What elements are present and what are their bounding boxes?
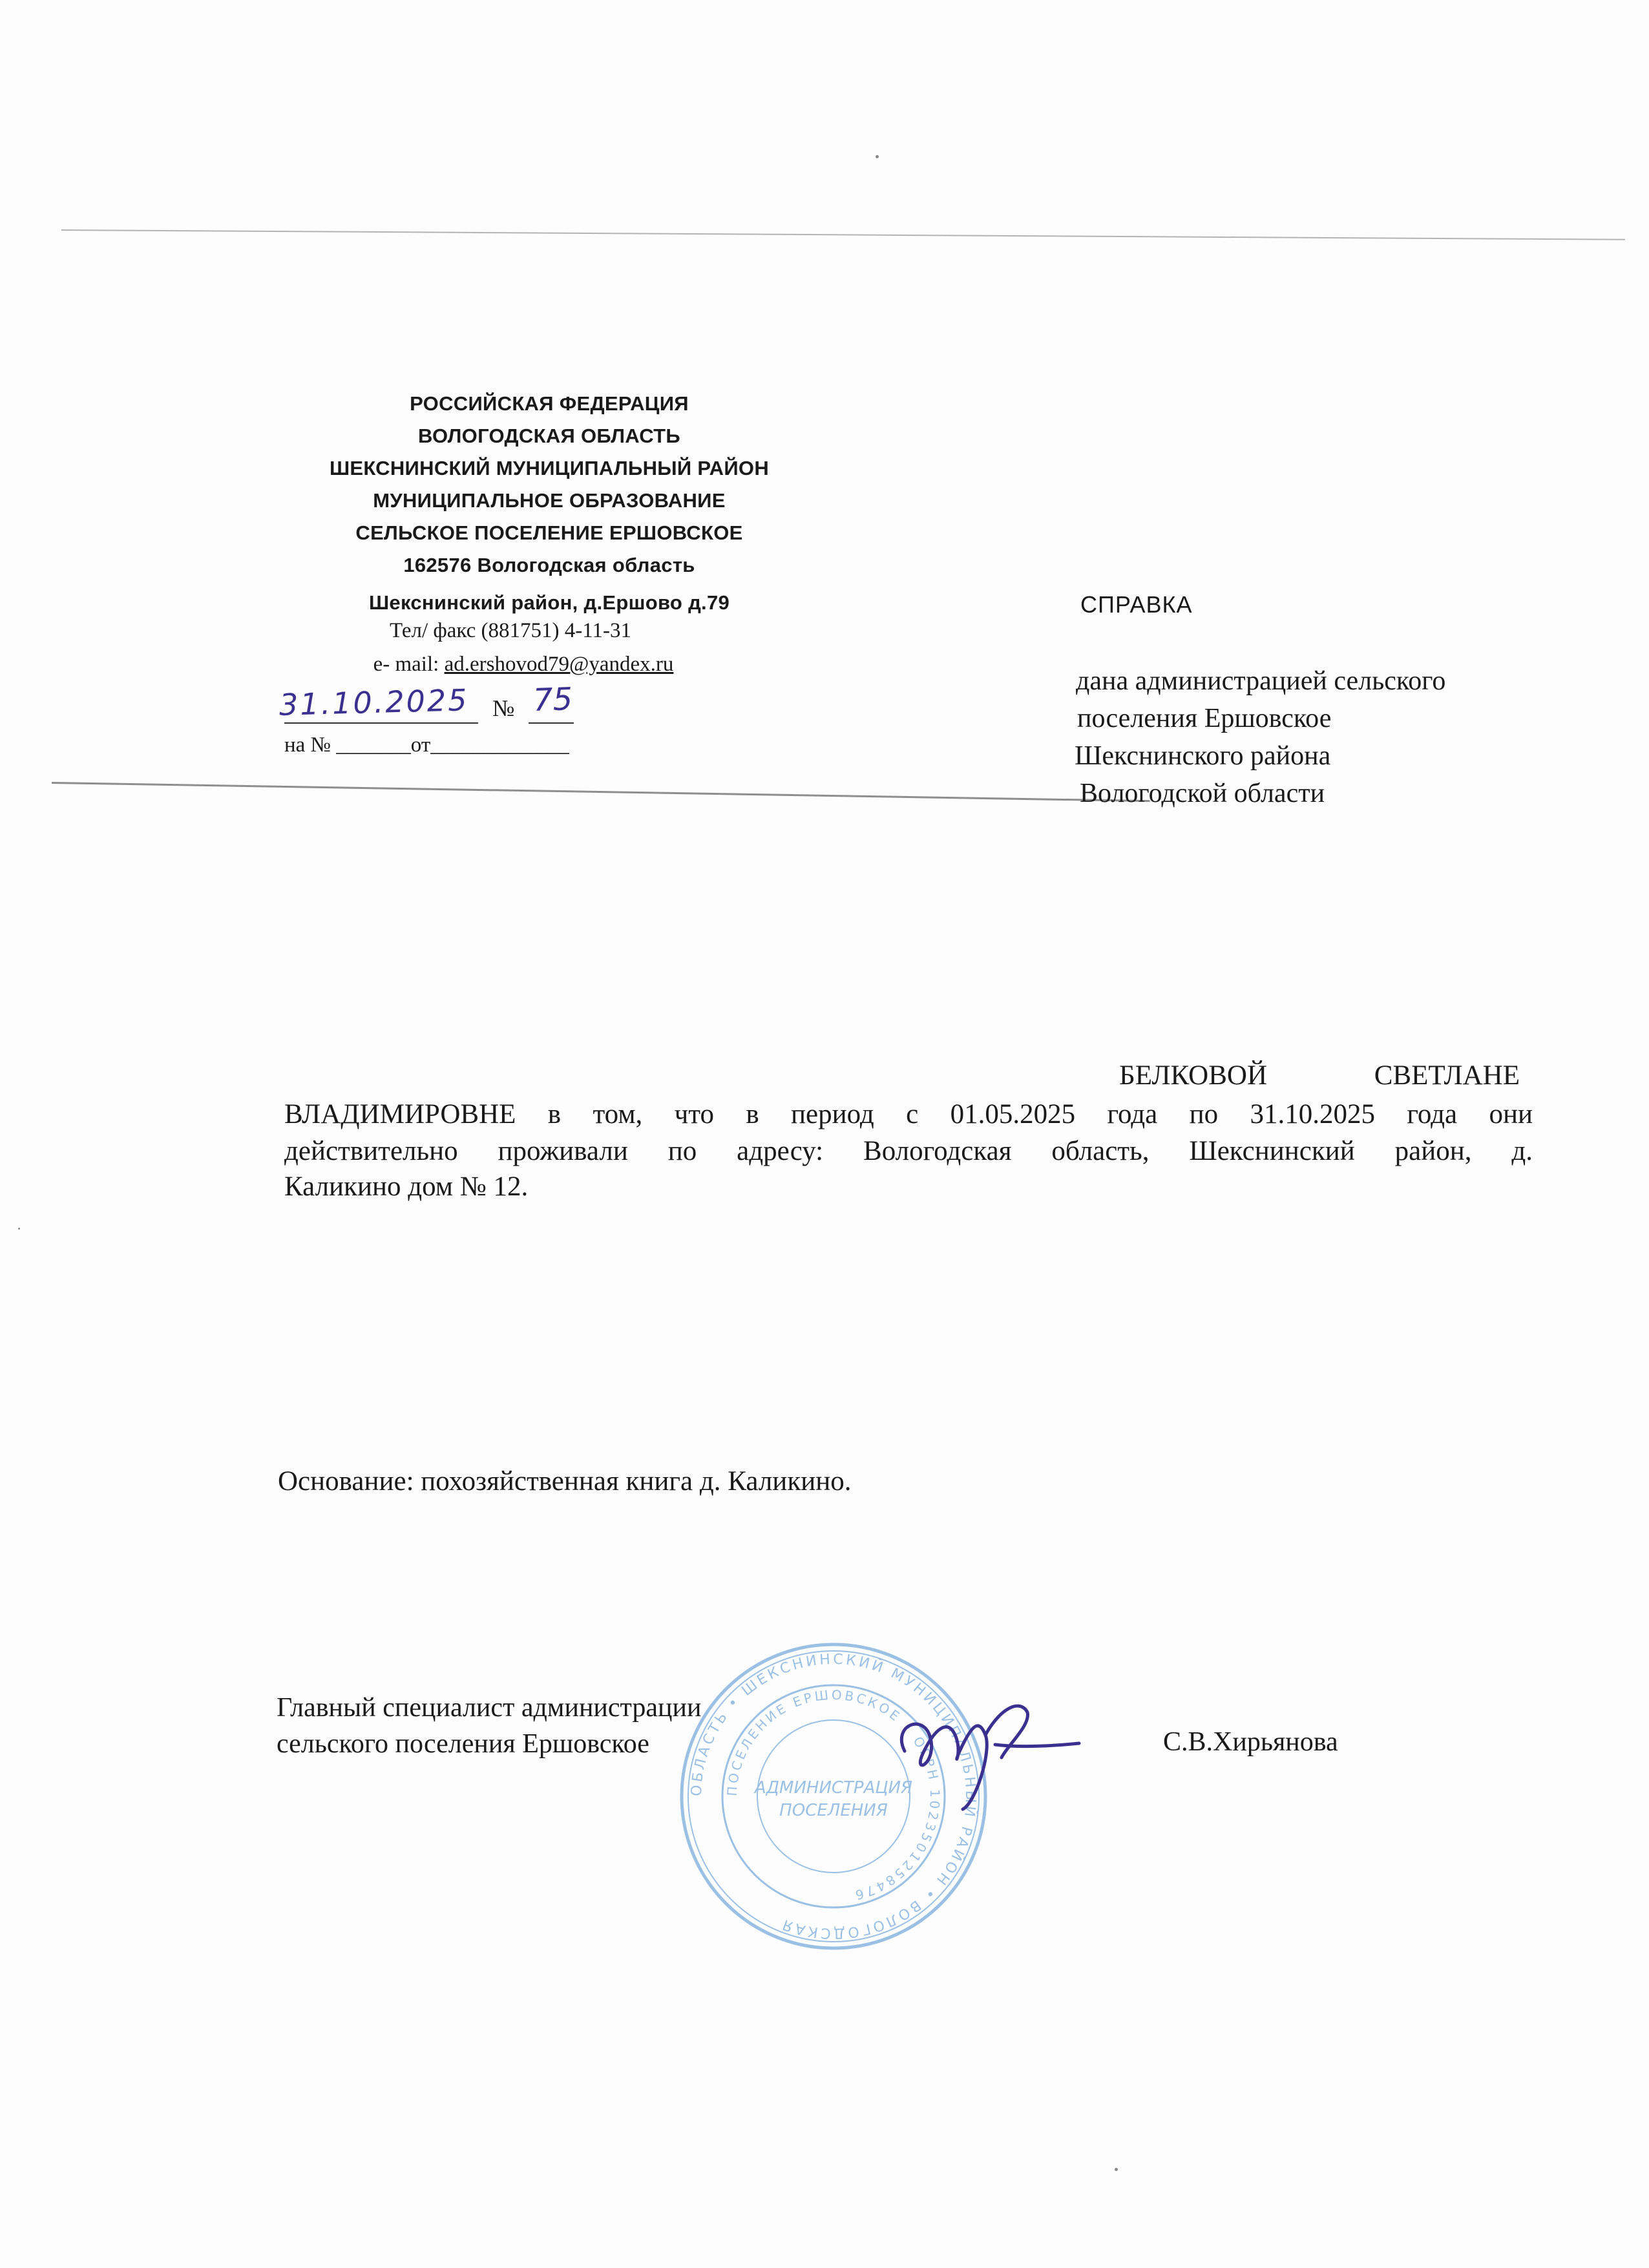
letterhead-line: 162576 Вологодская область: [403, 554, 695, 576]
issuer-line: Вологодской области: [1080, 779, 1325, 808]
handwritten-date: 31.10.2025: [278, 682, 470, 722]
first-name: СВЕТЛАНЕ: [1374, 1060, 1520, 1091]
body-line: действительно проживали по адресу: Вологодская область, Шекснинский район, д.: [284, 1136, 1533, 1166]
scan-speck: [1115, 2168, 1118, 2171]
issuer-block: [1076, 662, 1445, 812]
letterhead: [271, 388, 827, 619]
reference-line: на № _______от_____________: [284, 733, 569, 757]
surname: БЕЛКОВОЙ: [1119, 1060, 1268, 1091]
issuer-line: дана администрацией сельского: [1076, 666, 1446, 696]
letterhead-phone: Тел/ факс (881751) 4-11-31: [389, 619, 632, 642]
letterhead-line: СЕЛЬСКОЕ ПОСЕЛЕНИЕ ЕРШОВСКОЕ: [355, 521, 743, 544]
letterhead-line: Шекснинский район, д.Ершово д.79: [368, 591, 730, 614]
scan-edge-line: [61, 229, 1625, 240]
issuer-line: Шекснинского района: [1075, 741, 1331, 771]
email-link[interactable]: ad.ershovod79@yandex.ru: [444, 653, 674, 676]
handwritten-number: 75: [532, 680, 574, 719]
stamp-text: АДМИНИСТРАЦИЯ: [754, 1778, 913, 1798]
stamp-text: ПОСЕЛЕНИЯ: [779, 1801, 888, 1820]
letterhead-email-line: [246, 653, 801, 677]
email-label: е- mail:: [373, 653, 445, 676]
scan-speck: [18, 1228, 20, 1230]
letterhead-line: МУНИЦИПАЛЬНОЕ ОБРАЗОВАНИЕ: [373, 489, 726, 512]
date-underline: [284, 722, 478, 724]
letterhead-line: ШЕКСНИНСКИЙ МУНИЦИПАЛЬНЫЙ РАЙОН: [329, 457, 770, 479]
number-sign: №: [492, 695, 515, 721]
signer-position-line: сельского поселения Ершовское: [277, 1729, 649, 1759]
issuer-line: поселения Ершовское: [1077, 704, 1332, 733]
scan-speck: [876, 155, 879, 158]
number-underline: [529, 722, 574, 724]
svg-text:ОБЛАСТЬ • ШЕКСНИНСКИЙ МУНИЦ: ОБЛАСТЬ • ШЕКСНИНСКИЙ МУНИЦИПАЛЬНЫЙ РАЙОН • ВОЛОГОДСКАЯ: [688, 1651, 979, 1942]
document-title: СПРАВКА: [1080, 591, 1193, 618]
signer-position: [277, 1690, 701, 1762]
scan-fold-line: [52, 782, 1150, 802]
letterhead-line: ВОЛОГОДСКАЯ ОБЛАСТЬ: [418, 425, 680, 447]
svg-text:ПОСЕЛЕНИЕ ЕРШОВСКОЕ • ОГРН: ПОСЕЛЕНИЕ ЕРШОВСКОЕ • ОГРН 1023501258476: [724, 1686, 943, 1904]
body-line: Каликино дом № 12.: [284, 1171, 529, 1202]
signer-position-line: Главный специалист администрации: [277, 1693, 702, 1723]
body-line: ВЛАДИМИРОВНЕ в том, что в период с 01.05.2025 года по 31.10.2025 года они: [284, 1099, 1533, 1129]
handwritten-signature: [866, 1674, 1086, 1822]
body-name-line: [1119, 1060, 1520, 1091]
signer-name: С.В.Хирьянова: [1163, 1727, 1338, 1757]
letterhead-line: РОССИЙСКАЯ ФЕДЕРАЦИЯ: [410, 392, 689, 415]
basis-line: Основание: похозяйственная книга д. Каликино.: [278, 1466, 852, 1496]
